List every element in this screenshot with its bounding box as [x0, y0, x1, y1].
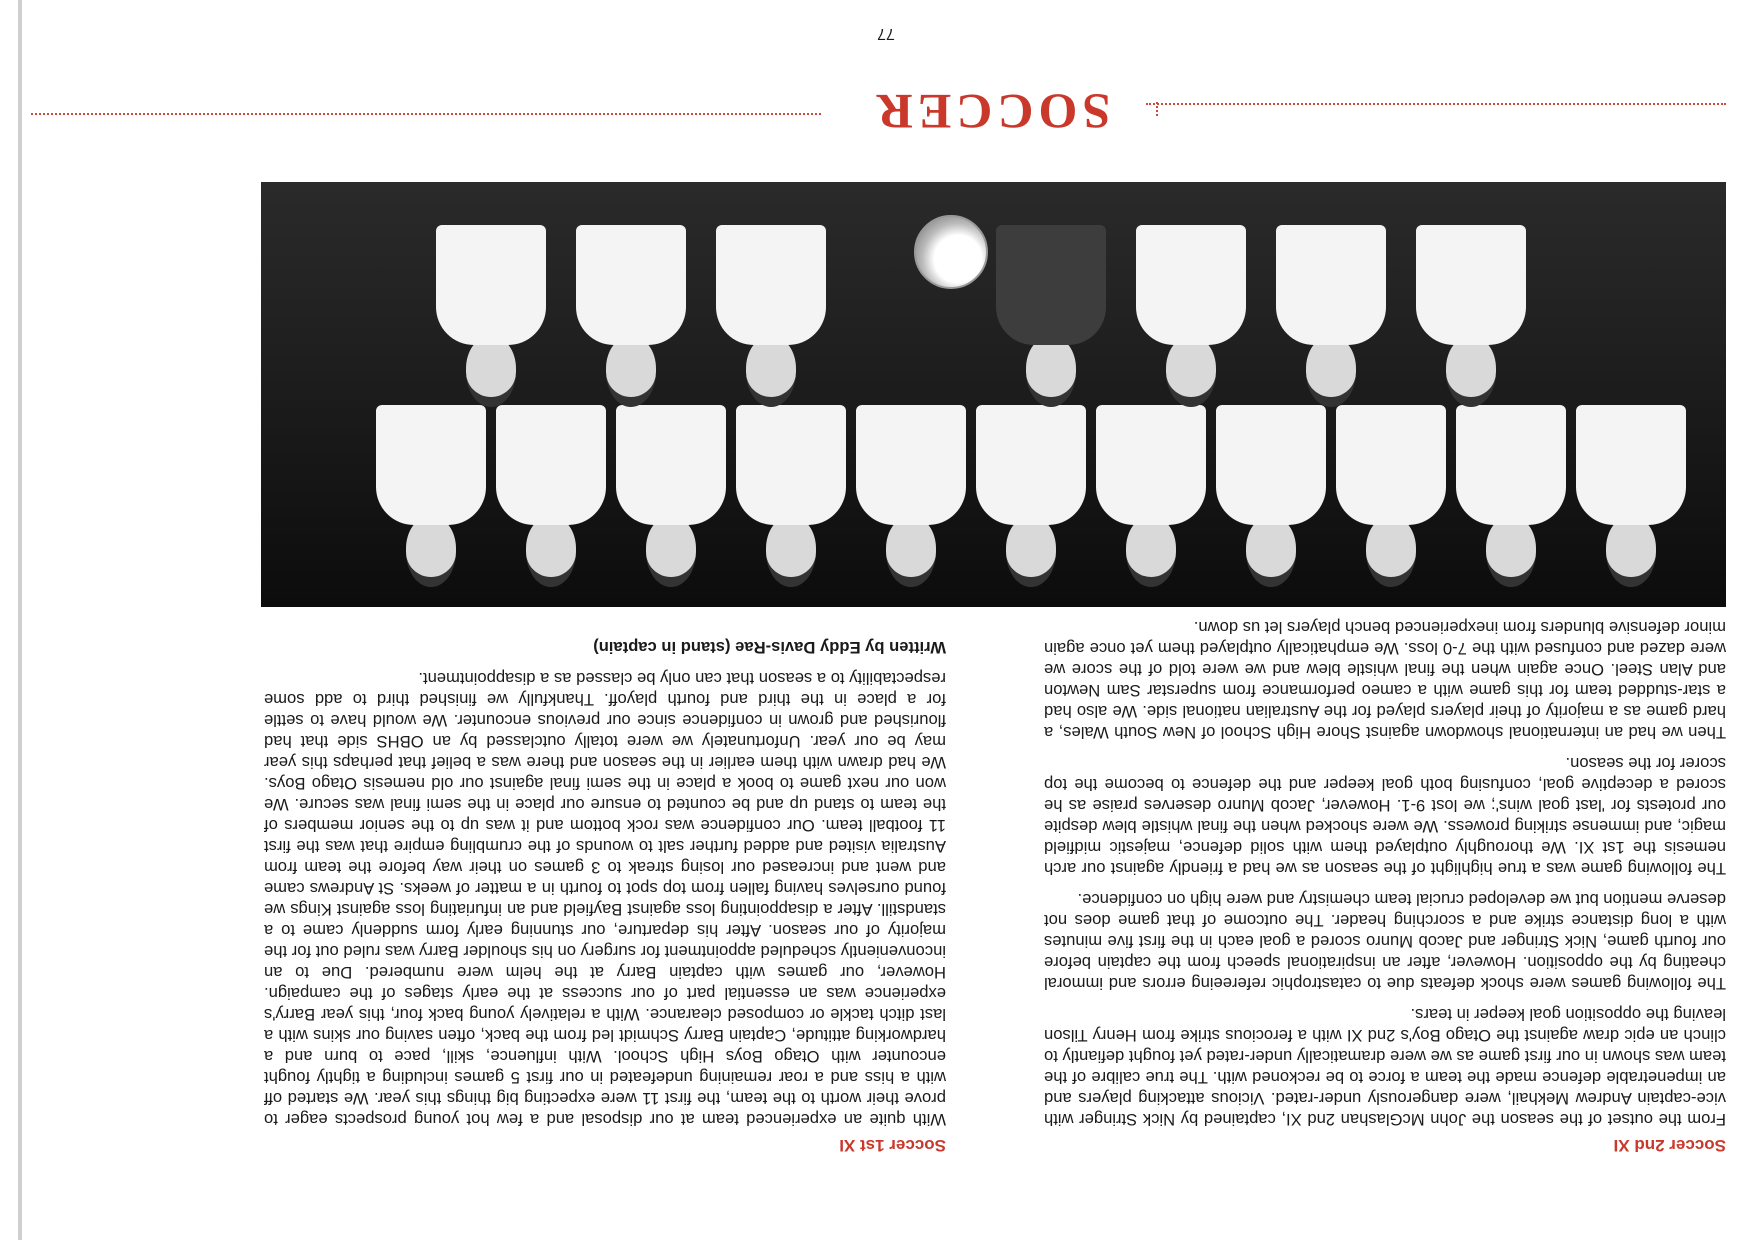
team-photo — [261, 182, 1726, 607]
soccer-2nd-xi-heading: Soccer 2nd XI — [1613, 1136, 1726, 1155]
soccer-1st-xi-column — [264, 627, 946, 1156]
soccer-1st-xi-heading: Soccer 1st XI — [839, 1136, 946, 1155]
page-number: 77 — [877, 25, 895, 42]
soccer-2nd-xi-column — [1044, 607, 1726, 1156]
section-rule-left — [1146, 103, 1726, 105]
soccer-1st-xi-paragraph: With quite an experienced team at our disposal and a few hot young prospects eager to prove their worth to the team, the first 11 were expecting big things this year. We started off with a hiss and a roar remaining undefeated in our first 5 games including a tightly fought encounter with Otago Boys High School. With influence, skill, pace to burn and a hardworking attitude, Captain Barry Schmidt led from the back, often saving our skins with a last ditch tackle or composed clearance. With a relatively young back four, this year Barry's experience was an essential part of our success at the early stages of the campaign. However, our games with captain Barry at the helm were numbered. Due to an inconveniently scheduled appointment for surgery on his shoulder Barry was ruled out for the majority of our season. After his departure, our stunning early form suddenly came to a standstill. After a disappointing loss against Bayfield and an infuriating loss against Kings we found ourselves having fallen from top spot to fourth in a matter of weeks. St Andrews came and went and increased our losing streak to 3 games on their way before the team from Australia visited and added further salt to wounds of the crumbling empire that was the first 11 football team. Our confidence was rock bottom and it was up to the senior members of the team to stand up and be counted to ensure our place in the semi final was secure. We won our next game to book a place in the semi final against our old nemesis Otago Boys. We had drawn with them earlier in the season and there was a belief that perhaps this year may be our year. Unfortunately we were totally outclassed by an OBHS side that had flourished and grown in confidence since our previous encounter. We would have to settle for a place in the third and fourth playoff. Thankfully we finished third to add some respectability to a season that can only be classed as a disappointment. — [264, 669, 946, 1129]
soccer-1st-xi-credit: Written by Eddy Davis-Rae (stand in captain) — [593, 638, 946, 657]
section-title: SOCCER — [871, 84, 1111, 140]
page-edge-shadow — [18, 0, 22, 1240]
soccer-2nd-xi-paragraph-4: Then we had an international showdown against Shore High School of New South Wales, a hard game as a majority of their players played for the Australian national side. We also had a star-studded team for this game with a cameo performance from superstar Sam Newton and Alan Steel. Once again when the final whistle blew and we were told of the score we were dazed and confused with the 7-0 loss. We emphatically outplayed them yet once again minor defensive blunders from inexperienced bench players let us down. — [1044, 618, 1726, 742]
soccer-2nd-xi-paragraph-3: The following game was a true highlight of the season as we had a friendly against our arch nemesis the 1st XI. We thoroughly outplayed them with solid defence, majestic midfield magic, and immense striking prowess. We were shocked when the final whistle blew despite our protests for 'last goal wins'; we lost 9-1. However, Jacob Munro deserves praise as he scored a deceptive goal, confusing both goal keeper and the defence to become the top scorer for the season. — [1044, 754, 1726, 878]
soccer-ball — [914, 215, 988, 289]
soccer-2nd-xi-paragraph-2: The following games were shock defeats due to catastrophic refereeing errors and immoral cheating by the opposition. However, after an inspirational speech from the captain before our fourth game, Nick Stringer and Jacob Munro scored a goal each in the first five minutes with a long distance strike and a scorching header. The outcome of that game does not deserve mention but we developed crucial team chemistry and were high on confidence. — [1044, 890, 1726, 993]
section-rule-right — [31, 113, 821, 115]
soccer-2nd-xi-paragraph-1: From the outset of the season the John McGlashan 2nd XI, captained by Nick Stringer with vice-captain Andrew Mekhail, were dangerously under-rated. Vicious attacking players and an impenetrable defence made the team a force to be reckoned with. The true calibre of the team was shown in our first game as we were dramatically under-rated yet fought defiantly to clinch an epic draw against the Otago Boy's 2nd XI with a ferocious strike from Henry Tilson leaving the opposition goal keeper in tears. — [1044, 1005, 1726, 1129]
